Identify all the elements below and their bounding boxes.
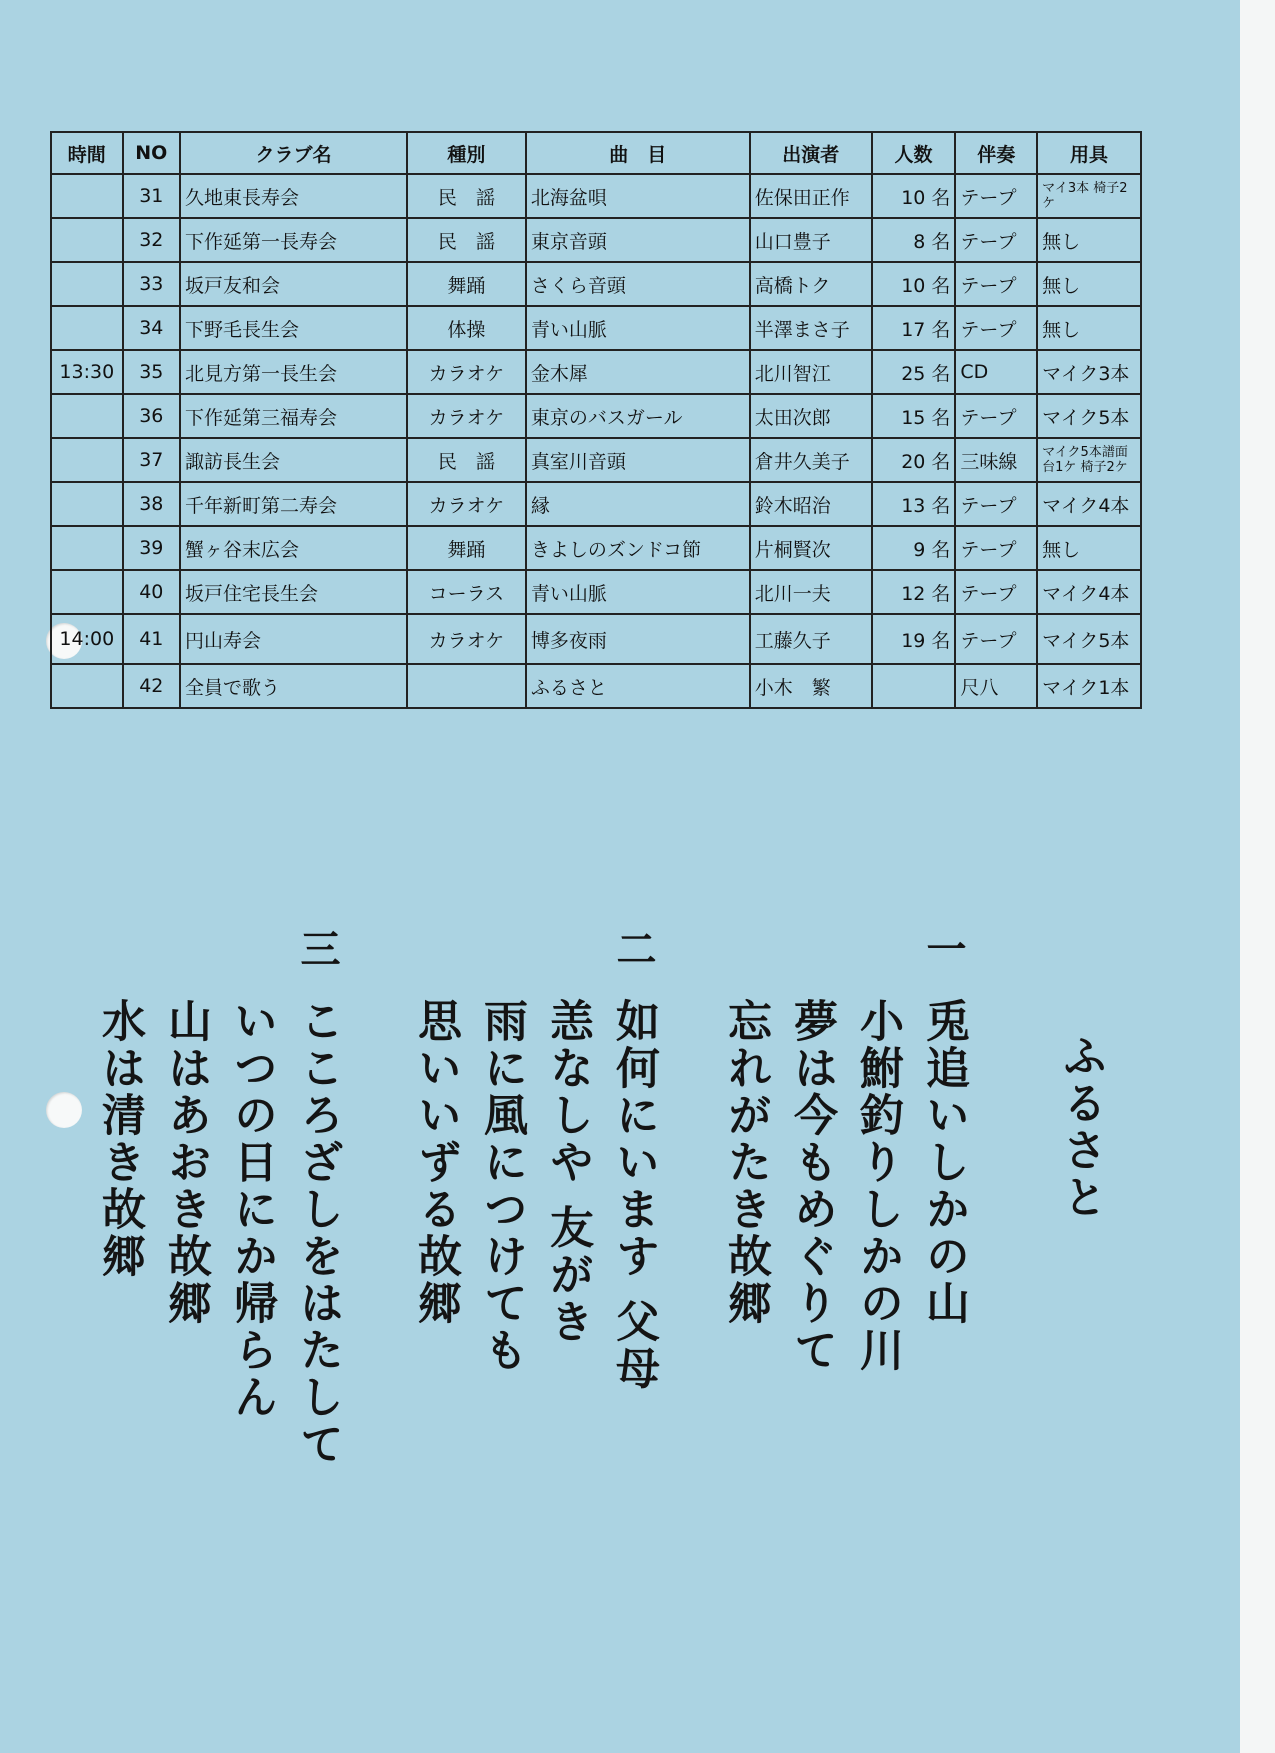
table-row [51, 614, 1141, 664]
cell-club: 円山寿会 [180, 614, 407, 664]
cell-type: 民 謡 [407, 174, 526, 218]
header-type: 種別 [407, 132, 526, 174]
verse-1-line-1: 兎追いしかの山 [918, 998, 969, 1327]
cell-count [872, 664, 956, 708]
verse-3-number: 三 [294, 928, 341, 971]
cell-song: さくら音頭 [526, 262, 750, 306]
cell-song: 北海盆唄 [526, 174, 750, 218]
cell-performer: 北川一夫 [750, 570, 872, 614]
verse-3-line-2: いつの日にか帰らん [226, 998, 277, 1421]
cell-no: 36 [123, 394, 180, 438]
cell-equipment: マイク1本 [1037, 664, 1141, 708]
cell-equipment: マイク5本譜面台1ケ 椅子2ケ [1037, 438, 1141, 482]
verse-2-line-2: 恙なしや 友がき [542, 998, 593, 1346]
cell-club: 久地東長寿会 [180, 174, 407, 218]
cell-performer: 工藤久子 [750, 614, 872, 664]
table-row [51, 570, 1141, 614]
cell-equipment: 無し [1037, 306, 1141, 350]
cell-club: 蟹ヶ谷末広会 [180, 526, 407, 570]
verse-2-line-4: 思いいずる故郷 [410, 998, 461, 1327]
cell-accompaniment: テープ [955, 174, 1037, 218]
header-performer: 出演者 [750, 132, 872, 174]
cell-count: 9 名 [872, 526, 956, 570]
cell-count: 10 名 [872, 262, 956, 306]
cell-accompaniment: 尺八 [955, 664, 1037, 708]
cell-song: ふるさと [526, 664, 750, 708]
cell-performer: 山口豊子 [750, 218, 872, 262]
cell-performer: 倉井久美子 [750, 438, 872, 482]
cell-time: 13:30 [51, 350, 123, 394]
cell-club: 坂戸友和会 [180, 262, 407, 306]
cell-time [51, 218, 123, 262]
cell-no: 40 [123, 570, 180, 614]
cell-type: 体操 [407, 306, 526, 350]
cell-time [51, 570, 123, 614]
cell-time [51, 306, 123, 350]
table-header-row [51, 132, 1141, 174]
cell-accompaniment: テープ [955, 614, 1037, 664]
cell-performer: 鈴木昭治 [750, 482, 872, 526]
cell-club: 下作延第三福寿会 [180, 394, 407, 438]
scan-margin [1240, 0, 1275, 1753]
cell-song: 青い山脈 [526, 570, 750, 614]
table-row [51, 350, 1141, 394]
cell-song: 青い山脈 [526, 306, 750, 350]
cell-count: 10 名 [872, 174, 956, 218]
cell-count: 8 名 [872, 218, 956, 262]
header-club: クラブ名 [180, 132, 407, 174]
cell-equipment: 無し [1037, 526, 1141, 570]
cell-no: 37 [123, 438, 180, 482]
verse-3-line-4: 水は清き故郷 [94, 998, 145, 1280]
cell-type: カラオケ [407, 482, 526, 526]
cell-count: 15 名 [872, 394, 956, 438]
cell-equipment: マイク5本 [1037, 614, 1141, 664]
header-song: 曲 目 [526, 132, 750, 174]
cell-equipment: マイ3本 椅子2ケ [1037, 174, 1141, 218]
cell-accompaniment: テープ [955, 218, 1037, 262]
cell-song: 博多夜雨 [526, 614, 750, 664]
cell-accompaniment: 三味線 [955, 438, 1037, 482]
cell-no: 41 [123, 614, 180, 664]
cell-time [51, 526, 123, 570]
verse-3-line-3: 山はあおき故郷 [160, 998, 211, 1327]
cell-count: 12 名 [872, 570, 956, 614]
cell-time: 14:00 [51, 614, 123, 664]
cell-club: 坂戸住宅長生会 [180, 570, 407, 614]
cell-time [51, 482, 123, 526]
cell-count: 20 名 [872, 438, 956, 482]
table-row [51, 482, 1141, 526]
table-row [51, 526, 1141, 570]
cell-accompaniment: テープ [955, 526, 1037, 570]
cell-time [51, 664, 123, 708]
cell-type: 舞踊 [407, 262, 526, 306]
cell-type: 舞踊 [407, 526, 526, 570]
verse-3-line-1: こころざしをはたして [292, 998, 343, 1468]
cell-song: 金木犀 [526, 350, 750, 394]
cell-accompaniment: テープ [955, 482, 1037, 526]
cell-time [51, 262, 123, 306]
table-row [51, 438, 1141, 482]
header-accompaniment: 伴奏 [955, 132, 1037, 174]
cell-no: 35 [123, 350, 180, 394]
lyrics-furusato [80, 928, 1120, 1488]
cell-count: 13 名 [872, 482, 956, 526]
verse-2-line-3: 雨に風につけても [476, 998, 527, 1374]
cell-no: 34 [123, 306, 180, 350]
table-row [51, 306, 1141, 350]
program-table [50, 131, 1142, 709]
cell-no: 33 [123, 262, 180, 306]
cell-equipment: 無し [1037, 218, 1141, 262]
header-time: 時間 [51, 132, 123, 174]
verse-2-number: 二 [610, 928, 657, 971]
table-row [51, 394, 1141, 438]
cell-club: 下野毛長生会 [180, 306, 407, 350]
cell-song: きよしのズンドコ節 [526, 526, 750, 570]
cell-type: コーラス [407, 570, 526, 614]
cell-club: 北見方第一長生会 [180, 350, 407, 394]
verse-1-line-4: 忘れがたき故郷 [720, 998, 771, 1327]
cell-equipment: マイク4本 [1037, 570, 1141, 614]
cell-club: 諏訪長生会 [180, 438, 407, 482]
cell-club: 下作延第一長寿会 [180, 218, 407, 262]
cell-type: 民 謡 [407, 218, 526, 262]
cell-equipment: マイク5本 [1037, 394, 1141, 438]
cell-count: 17 名 [872, 306, 956, 350]
lyrics-title: ふるさと [1055, 1033, 1106, 1221]
header-no: NO [123, 132, 180, 174]
cell-song: 東京音頭 [526, 218, 750, 262]
cell-performer: 片桐賢次 [750, 526, 872, 570]
header-equipment: 用具 [1037, 132, 1141, 174]
table-row [51, 174, 1141, 218]
cell-performer: 佐保田正作 [750, 174, 872, 218]
cell-accompaniment: テープ [955, 394, 1037, 438]
cell-type: カラオケ [407, 350, 526, 394]
cell-equipment: マイク3本 [1037, 350, 1141, 394]
cell-accompaniment: CD [955, 350, 1037, 394]
cell-time [51, 438, 123, 482]
verse-1-line-3: 夢は今もめぐりて [786, 998, 837, 1374]
cell-no: 31 [123, 174, 180, 218]
cell-performer: 半澤まさ子 [750, 306, 872, 350]
cell-song: 縁 [526, 482, 750, 526]
cell-club: 千年新町第二寿会 [180, 482, 407, 526]
cell-performer: 高橋トク [750, 262, 872, 306]
verse-1-line-2: 小鮒釣りしかの川 [852, 998, 903, 1374]
cell-count: 19 名 [872, 614, 956, 664]
cell-no: 39 [123, 526, 180, 570]
cell-song: 東京のバスガール [526, 394, 750, 438]
cell-no: 42 [123, 664, 180, 708]
header-count: 人数 [872, 132, 956, 174]
verse-1-number: 一 [920, 928, 967, 971]
cell-type: 民 謡 [407, 438, 526, 482]
cell-no: 32 [123, 218, 180, 262]
cell-time [51, 394, 123, 438]
cell-equipment: マイク4本 [1037, 482, 1141, 526]
cell-count: 25 名 [872, 350, 956, 394]
cell-type [407, 664, 526, 708]
table-row [51, 218, 1141, 262]
verse-2-line-1: 如何にいます 父母 [608, 998, 659, 1393]
cell-accompaniment: テープ [955, 306, 1037, 350]
cell-no: 38 [123, 482, 180, 526]
cell-equipment: 無し [1037, 262, 1141, 306]
cell-performer: 小木 繁 [750, 664, 872, 708]
cell-type: カラオケ [407, 394, 526, 438]
cell-performer: 太田次郎 [750, 394, 872, 438]
cell-time [51, 174, 123, 218]
cell-type: カラオケ [407, 614, 526, 664]
cell-accompaniment: テープ [955, 570, 1037, 614]
table-row [51, 664, 1141, 708]
cell-song: 真室川音頭 [526, 438, 750, 482]
cell-performer: 北川智江 [750, 350, 872, 394]
punch-hole [46, 1092, 82, 1128]
cell-club: 全員で歌う [180, 664, 407, 708]
cell-accompaniment: テープ [955, 262, 1037, 306]
table-row [51, 262, 1141, 306]
